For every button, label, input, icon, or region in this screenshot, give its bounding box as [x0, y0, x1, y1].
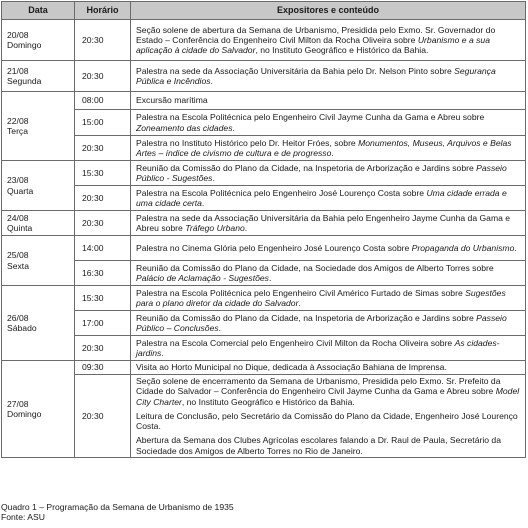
topic-title: Palácio de Aclamação - Sugestões: [136, 273, 269, 283]
date-cell: [2, 286, 75, 361]
header-horario: Horário: [75, 2, 131, 20]
description-text: , no Instituto Geográfico e Histórico da Bahia.: [255, 45, 429, 56]
time-cell: 20:30: [75, 336, 131, 361]
date-cell: [2, 92, 75, 161]
description-text: Seção solene de encerramento da Semana de Urbanismo, Presidida pelo Exmo. Sr. Prefeito da Cidade do Salvador – Conferência do Engenheiro Civil Jayme Cunha da Gama e Abreu sobre: [136, 376, 501, 397]
topic-title: Passeio Público - Sugestões: [136, 162, 507, 183]
table-row: [2, 361, 526, 375]
description-cell: [131, 20, 526, 61]
description-text: Reunião da Comissão do Plano da Cidade, na Inspetoria de Arborização e Jardins sobre: [136, 162, 477, 173]
description-text: Palestra na Escola Comercial pelo Engenheiro Civil Milton da Rocha Oliveira sobre: [136, 337, 455, 348]
weekday-value: Sexta: [7, 260, 29, 271]
description-text: .: [161, 348, 164, 358]
description-cell: [131, 286, 526, 311]
weekday-value: Quarta: [7, 185, 34, 196]
table-row: [2, 92, 526, 110]
table-row: [2, 375, 526, 458]
weekday-value: Segunda: [7, 76, 42, 86]
date-value: 25/08: [7, 250, 29, 261]
description-text: .: [201, 198, 205, 208]
description-paragraph: [136, 376, 520, 407]
time-cell: 15:30: [75, 161, 131, 186]
table-row: [2, 136, 526, 161]
date-cell: [2, 236, 75, 286]
topic-title: Uma cidade errada e uma cidade certa: [136, 187, 507, 208]
topic-title: As cidades-jardins: [136, 337, 500, 358]
date-cell: [2, 361, 75, 458]
time-cell: 08:00: [75, 92, 131, 110]
time-cell: 20:30: [75, 186, 131, 211]
weekday-value: Domingo: [7, 409, 42, 420]
description-text: Reunião da Comissão do Plano da Cidade, na Inspetoria de Arborização e Jardins sobre: [136, 312, 477, 323]
time-cell: 17:00: [75, 311, 131, 336]
header-expositores: Expositores e conteúdo: [131, 2, 526, 20]
description-cell: [131, 92, 526, 110]
description-text: Seção solene de abertura da Semana de Urbanismo, Presidida pelo Exmo. Sr. Governador do Estado – Conferência do Engenheiro Civil Milton da Rocha Oliveira sobre: [136, 24, 496, 45]
date-value: 27/08: [7, 398, 29, 409]
time-cell: 20:30: [75, 136, 131, 161]
weekday-value: Domingo: [7, 40, 42, 50]
description-cell: [131, 186, 526, 211]
topic-title: Sugestões para o plano diretor da cidade do Salvador: [136, 287, 506, 308]
time-cell: 15:00: [75, 110, 131, 136]
table-row: [2, 336, 526, 361]
description-cell: [131, 236, 526, 261]
description-text: Excursão marítima: [136, 95, 208, 106]
description-text: Palestra no Cinema Glória pelo Engenheiro José Lourenço Costa sobre: [136, 242, 412, 253]
time-cell: 20:30: [75, 61, 131, 92]
description-paragraph: [136, 411, 520, 432]
table-caption: [1, 502, 234, 522]
topic-title: Urbanismo e a sua aplicação à cidade do Salvador: [136, 34, 490, 56]
description-text: .: [244, 223, 248, 233]
table-row: [2, 286, 526, 311]
table-row: [2, 186, 526, 211]
description-text: .: [268, 273, 272, 283]
table-row: [2, 161, 526, 186]
description-text: Visita ao Horto Municipal no Dique, dedicada à Associação Bahiana de Imprensa.: [136, 362, 447, 373]
description-text: Palestra na Escola Politécnica pelo Engenheiro Civil Américo Furtado de Simas sobre: [136, 287, 466, 298]
description-cell: [131, 110, 526, 136]
description-text: .: [232, 122, 235, 133]
description-text: Palestra na sede da Associação Universitária da Bahia pelo Dr. Nelson Pinto sobre: [136, 65, 455, 76]
topic-title: Model City Charter: [136, 386, 520, 407]
date-value: 24/08: [7, 212, 29, 223]
header-data: Data: [2, 2, 75, 20]
description-text: Palestra na Escola Politécnica pelo Engenheiro Civil Jayme Cunha da Gama e Abreu sobre: [136, 112, 485, 123]
topic-title: Segurança Pública e Incêndios: [136, 65, 496, 86]
description-text: .: [331, 148, 334, 158]
description-cell: [131, 61, 526, 92]
description-text: .: [298, 298, 301, 308]
description-cell: [131, 336, 526, 361]
topic-title: Tráfego Urbano: [185, 223, 245, 233]
table-row: [2, 211, 526, 236]
date-cell: [2, 211, 75, 236]
description-cell: [131, 261, 526, 286]
date-value: 23/08: [7, 175, 29, 186]
table-header-row: [2, 2, 526, 20]
time-cell: 20:30: [75, 20, 131, 61]
table-row: [2, 110, 526, 136]
description-paragraph: [136, 435, 520, 456]
description-text: Abertura da Semana dos Clubes Agrícolas escolares falando a Dr. Raul de Paula, Secretário da Sociedade dos Amigos de Alberto Torres no Rio de Janeiro.: [136, 435, 501, 456]
description-cell: [131, 375, 526, 458]
date-value: 20/08: [7, 29, 29, 40]
date-value: 22/08: [7, 115, 29, 126]
date-value: 26/08: [7, 312, 29, 323]
description-cell: [131, 136, 526, 161]
date-cell: [2, 61, 75, 92]
time-cell: 16:30: [75, 261, 131, 286]
description-text: Palestra na sede da Associação Universitária da Bahia pelo Engenheiro Jayme Cunha da Gama e Abreu sobre: [136, 212, 511, 233]
time-cell: 15:30: [75, 286, 131, 311]
table-row: [2, 236, 526, 261]
weekday-value: Quinta: [7, 223, 33, 233]
description-cell: [131, 211, 526, 236]
table-body: [2, 20, 526, 458]
time-cell: 20:30: [75, 375, 131, 458]
description-text: , no Instituto Geográfico e Histórico da Bahia.: [181, 396, 355, 407]
description-text: Palestra na Escola Politécnica pelo Engenheiro José Lourenço Costa sobre: [136, 187, 427, 198]
table-row: [2, 20, 526, 61]
topic-title: Monumentos, Museus, Arquivos e Belas Artes – índice de civismo de cultura e de progresso: [136, 137, 512, 158]
date-value: 21/08: [7, 65, 29, 76]
table-row: [2, 61, 526, 92]
date-cell: [2, 20, 75, 61]
weekday-value: Terça: [7, 126, 29, 136]
description-text: Leitura de Conclusão, pelo Secretário da Comissão do Plano da Cidade, Engenheiro José Lourenço Costa.: [136, 410, 518, 432]
caption-title: Quadro 1 – Programação da Semana de Urbanismo de 1935: [1, 502, 234, 512]
topic-title: Propaganda do Urbanismo: [411, 242, 515, 253]
time-cell: 09:30: [75, 361, 131, 375]
description-text: .: [218, 323, 222, 333]
topic-title: Zoneamento das cidades: [136, 122, 233, 133]
description-cell: [131, 361, 526, 375]
description-text: Reunião da Comissão do Plano da Cidade, na Sociedade dos Amigos de Alberto Torres sobre: [136, 262, 494, 273]
description-text: Palestra no Instituto Histórico pelo Dr. Heitor Fróes, sobre: [136, 137, 359, 148]
time-cell: 20:30: [75, 211, 131, 236]
time-cell: 14:00: [75, 236, 131, 261]
description-text: .: [514, 242, 517, 253]
date-cell: [2, 161, 75, 211]
weekday-value: Sábado: [7, 323, 37, 333]
schedule-table: [1, 1, 526, 458]
description-text: .: [210, 76, 213, 86]
description-cell: [131, 161, 526, 186]
table-row: [2, 261, 526, 286]
description-cell: [131, 311, 526, 336]
table-row: [2, 311, 526, 336]
caption-source: Fonte: ASU: [1, 512, 45, 522]
topic-title: Passeio Público – Conclusões: [136, 312, 507, 333]
description-text: .: [212, 173, 215, 183]
